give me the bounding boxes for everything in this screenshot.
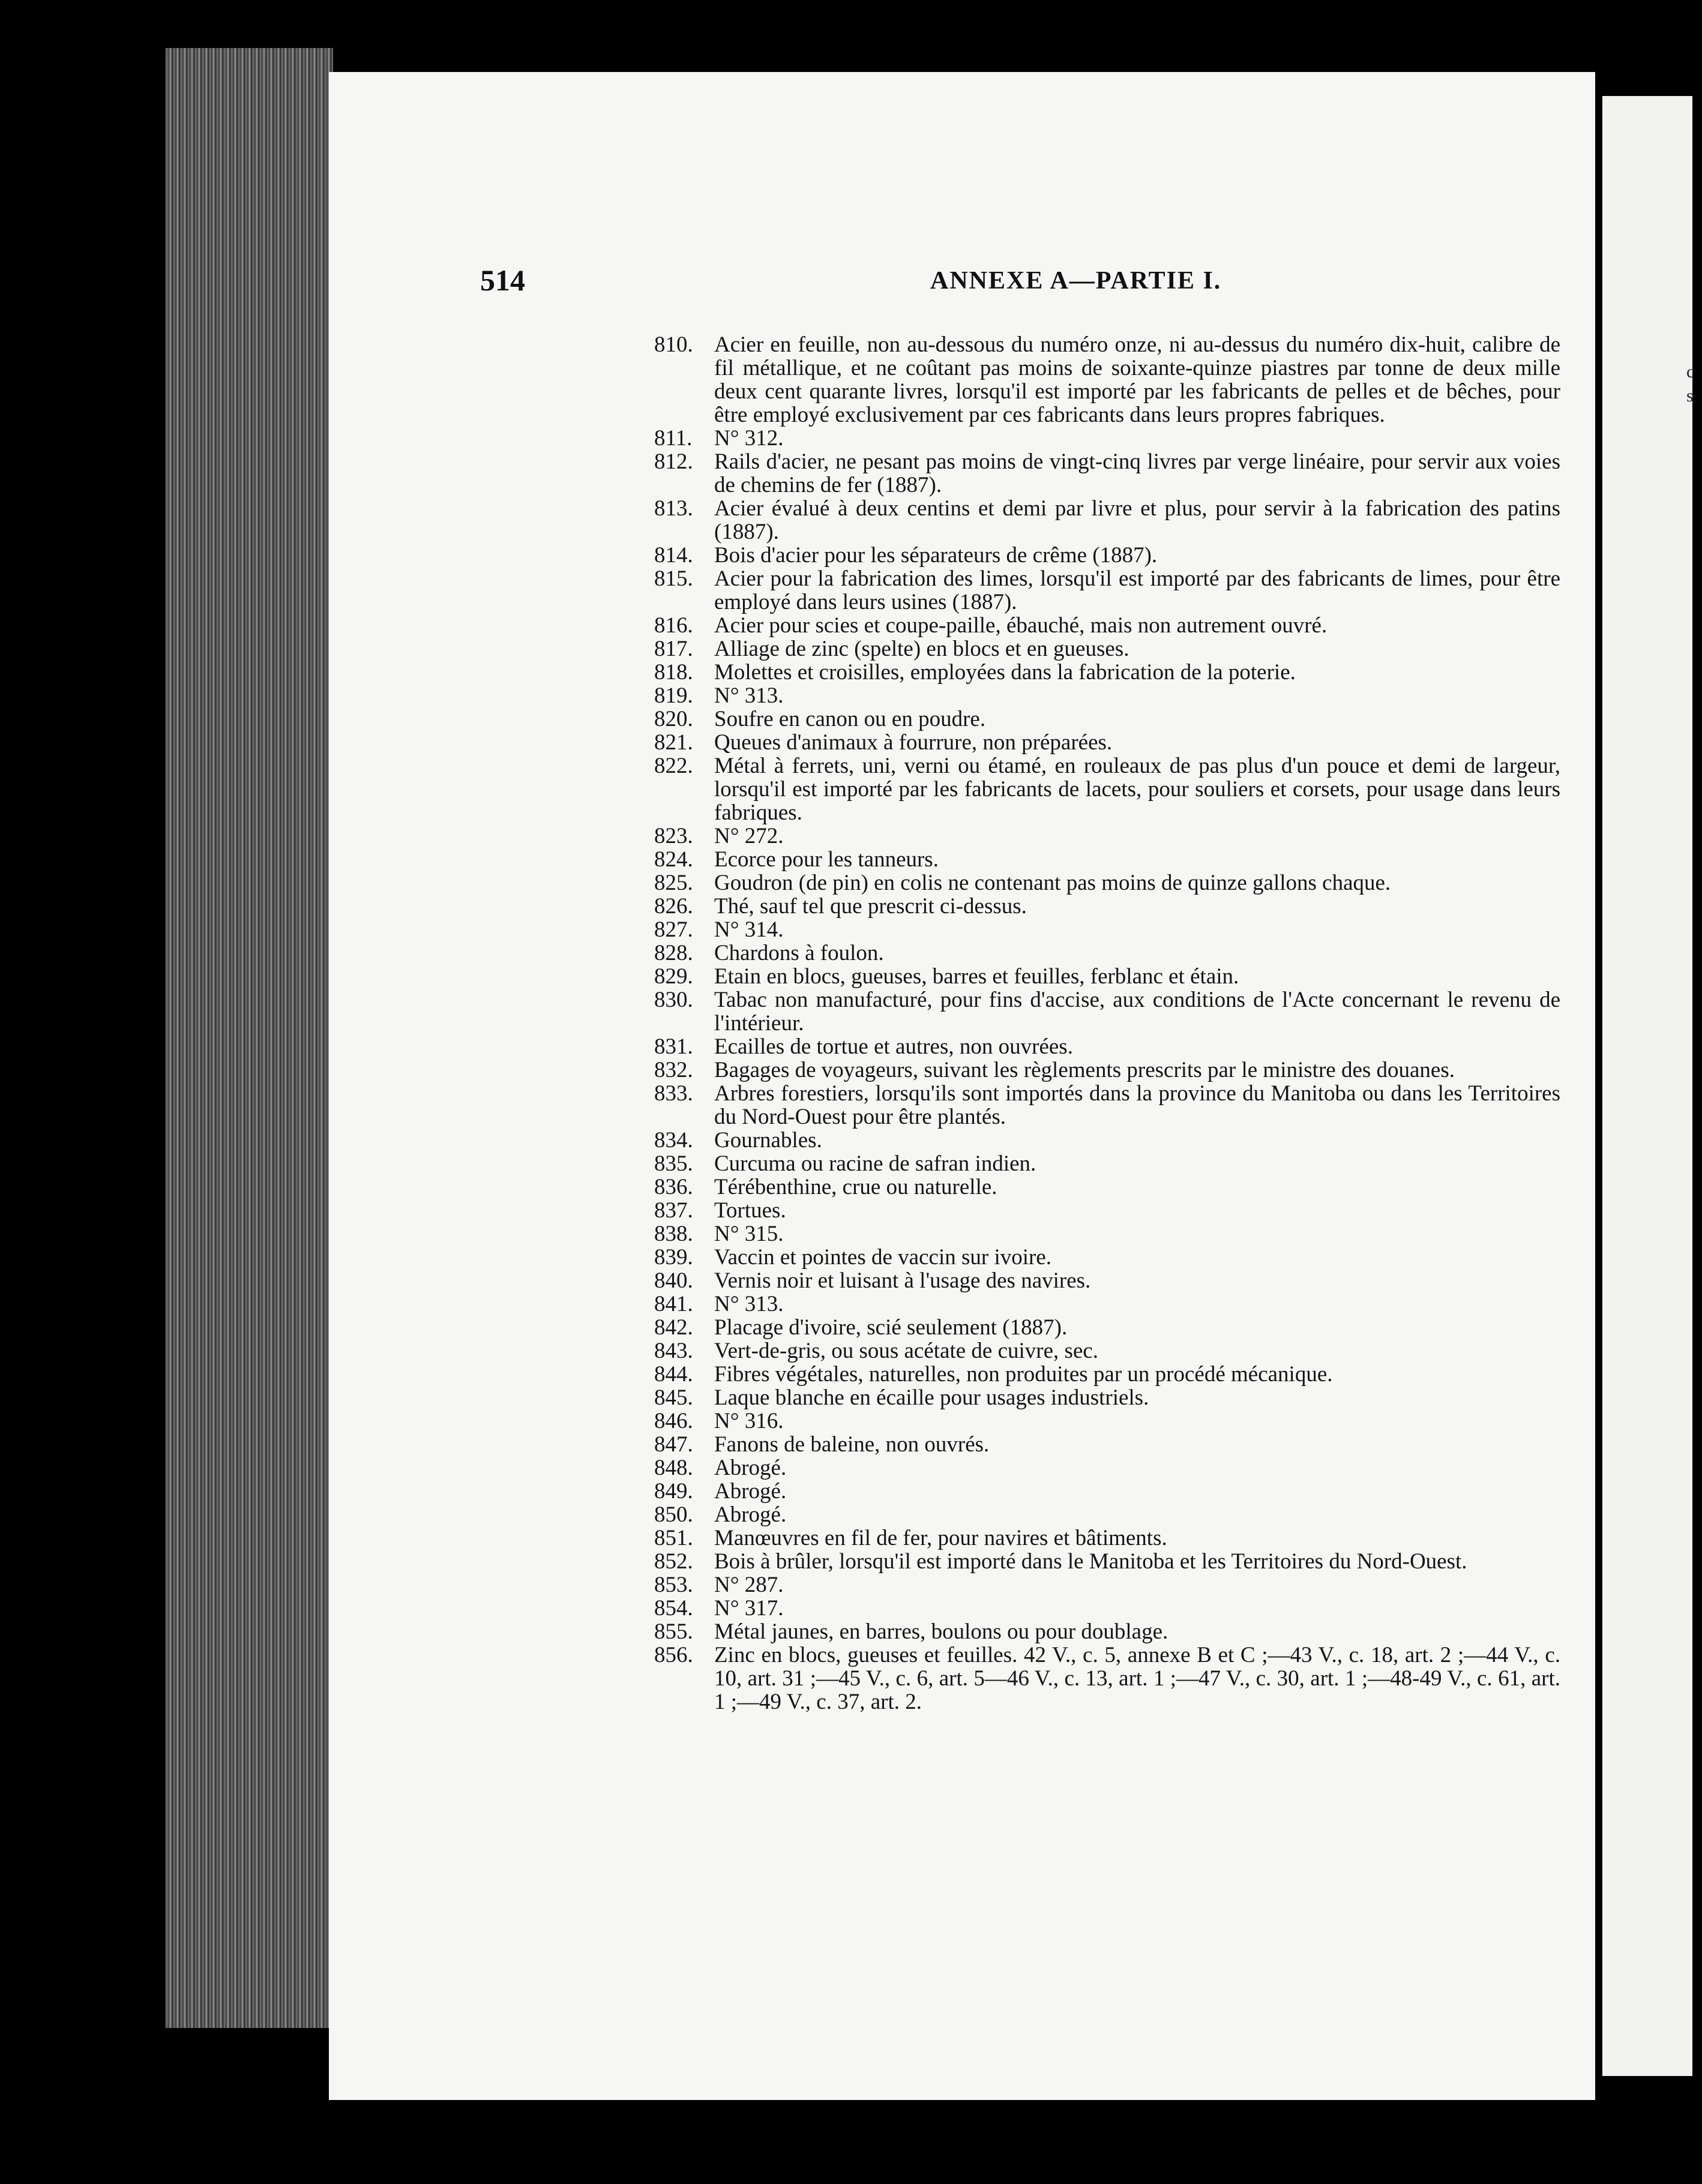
- entry-text: Vaccin et pointes de vaccin sur ivoire.: [714, 1245, 1051, 1270]
- list-item: [654, 333, 1560, 427]
- entry-number: 821.: [654, 730, 693, 755]
- entry-number: 819.: [654, 683, 693, 708]
- list-item: [654, 637, 1560, 661]
- entry-text: Abrogé.: [714, 1456, 787, 1480]
- list-item: [654, 427, 1560, 450]
- entry-number: 823.: [654, 824, 693, 848]
- entry-text: Acier pour scies et coupe-paille, ébauché, mais non autrement ouvré.: [714, 613, 1328, 638]
- running-title: ANNEXE A—PARTIE I.: [930, 267, 1222, 295]
- list-item: [654, 497, 1560, 544]
- list-item: [654, 450, 1560, 497]
- next-page-edge: [1602, 96, 1695, 2076]
- entry-text: Curcuma ou racine de safran indien.: [714, 1151, 1036, 1176]
- entry-number: 840.: [654, 1268, 693, 1293]
- list-item: [654, 824, 1560, 848]
- entry-number: 856.: [654, 1643, 693, 1667]
- entry-text: Manœuvres en fil de fer, pour navires et bâtiments.: [714, 1526, 1167, 1550]
- entry-text: N° 312.: [714, 426, 784, 451]
- entry-text: Chardons à foulon.: [714, 941, 884, 965]
- list-item: [654, 988, 1560, 1035]
- list-item: [654, 1503, 1560, 1526]
- entry-number: 848.: [654, 1456, 693, 1480]
- entry-text: Ecorce pour les tanneurs.: [714, 847, 939, 872]
- entry-text: Métal jaunes, en barres, boulons ou pour doublage.: [714, 1619, 1168, 1644]
- entry-number: 844.: [654, 1362, 693, 1387]
- entry-number: 818.: [654, 660, 693, 685]
- list-item: [654, 1316, 1560, 1339]
- list-item: [654, 941, 1560, 965]
- entry-text: Fibres végétales, naturelles, non produites par un procédé mécanique.: [714, 1362, 1333, 1387]
- list-item: [654, 895, 1560, 918]
- list-item: [654, 1082, 1560, 1129]
- entry-number: 835.: [654, 1151, 693, 1176]
- entry-text: N° 272.: [714, 824, 784, 848]
- entry-text: Etain en blocs, gueuses, barres et feuilles, ferblanc et étain.: [714, 964, 1239, 989]
- list-item: [654, 707, 1560, 731]
- list-item: [654, 544, 1560, 567]
- entry-number: 841.: [654, 1292, 693, 1316]
- entry-text: Zinc en blocs, gueuses et feuilles. 42 V., c. 5, annexe B et C ;—43 V., c. 18, art. 2 ;—44 V., c. 10, art. 31 ;—45 V., c. 6, art. 5—46 V., c. 13, art. 1 ;—47 V., c. 30, art. 1 ;—48-49 V., c. 61, art. 1 ;—49 V., c. 37, art. 2.: [714, 1643, 1560, 1714]
- entry-text: N° 314.: [714, 917, 784, 942]
- entry-text: Térébenthine, crue ou naturelle.: [714, 1175, 997, 1199]
- list-item: [654, 1269, 1560, 1292]
- list-item: [654, 1129, 1560, 1152]
- entry-number: 832.: [654, 1058, 693, 1082]
- list-item: [654, 1222, 1560, 1246]
- list-item: [654, 1035, 1560, 1058]
- entry-text: Molettes et croisilles, employées dans la fabrication de la poterie.: [714, 660, 1296, 685]
- book-page-edges: [165, 48, 333, 2028]
- entry-number: 854.: [654, 1596, 693, 1621]
- entry-text: Tortues.: [714, 1198, 786, 1223]
- list-item: [654, 1643, 1560, 1714]
- list-item: [654, 754, 1560, 824]
- entry-number: 836.: [654, 1175, 693, 1199]
- list-item: [654, 661, 1560, 684]
- entry-number: 816.: [654, 613, 693, 638]
- entry-number: 833.: [654, 1081, 693, 1106]
- entry-number: 824.: [654, 847, 693, 872]
- entry-number: 843.: [654, 1339, 693, 1363]
- entry-number: 830.: [654, 988, 693, 1012]
- entry-number: 850.: [654, 1502, 693, 1527]
- entry-number: 842.: [654, 1315, 693, 1340]
- entry-text: Laque blanche en écaille pour usages industriels.: [714, 1385, 1149, 1410]
- entry-list: [654, 333, 1560, 1714]
- entry-text: Fanons de baleine, non ouvrés.: [714, 1432, 990, 1457]
- entry-number: 810.: [654, 332, 693, 357]
- list-item: [654, 1199, 1560, 1222]
- adjacent-page-fragment: c s: [1686, 362, 1695, 406]
- entry-number: 826.: [654, 894, 693, 919]
- entry-number: 834.: [654, 1128, 693, 1153]
- entry-number: 853.: [654, 1573, 693, 1597]
- entry-number: 825.: [654, 871, 693, 895]
- list-item: [654, 1058, 1560, 1082]
- entry-text: N° 287.: [714, 1573, 784, 1597]
- entry-text: Métal à ferrets, uni, verni ou étamé, en rouleaux de pas plus d'un pouce et demi de largeur, lorsqu'il est importé par les fabricants de lacets, pour souliers et corsets, pour usage dans leurs fabriques.: [714, 754, 1560, 825]
- list-item: [654, 1363, 1560, 1386]
- page-header: [480, 263, 1560, 299]
- list-item: [654, 731, 1560, 754]
- entry-text: Acier pour la fabrication des limes, lorsqu'il est importé par des fabricants de limes, pour être employé dans leurs usines (1887).: [714, 566, 1560, 614]
- entry-text: Abrogé.: [714, 1479, 787, 1504]
- entry-text: Bois à brûler, lorsqu'il est importé dans le Manitoba et les Territoires du Nord-Ouest.: [714, 1549, 1467, 1574]
- list-item: [654, 1620, 1560, 1643]
- entry-text: Rails d'acier, ne pesant pas moins de vingt-cinq livres par verge linéaire, pour servir aux voies de chemins de fer (1887).: [714, 449, 1560, 497]
- list-item: [654, 1480, 1560, 1503]
- list-item: [654, 965, 1560, 988]
- entry-text: Arbres forestiers, lorsqu'ils sont importés dans la province du Manitoba ou dans les Territoires du Nord-Ouest pour être plantés.: [714, 1081, 1560, 1129]
- entry-text: Acier évalué à deux centins et demi par livre et plus, pour servir à la fabrication des patins (1887).: [714, 496, 1560, 544]
- entry-number: 820.: [654, 707, 693, 731]
- entry-text: Acier en feuille, non au-dessous du numéro onze, ni au-dessus du numéro dix-huit, calibre de fil métallique, et ne coûtant pas moins de soixante-quinze piastres par tonne de deux mille deux cent quarante livres, lorsqu'il est importé par les fabricants de pelles et de bêches, pour être employé exclusivement par ces fabricants dans leurs propres fabriques.: [714, 332, 1560, 427]
- entry-number: 838.: [654, 1222, 693, 1246]
- list-item: [654, 848, 1560, 871]
- entry-text: Ecailles de tortue et autres, non ouvrées.: [714, 1034, 1073, 1059]
- entry-text: Tabac non manufacturé, pour fins d'accise, aux conditions de l'Acte concernant le revenu de l'intérieur.: [714, 988, 1560, 1036]
- list-item: [654, 1386, 1560, 1409]
- entry-number: 837.: [654, 1198, 693, 1223]
- entry-number: 845.: [654, 1385, 693, 1410]
- entry-number: 815.: [654, 566, 693, 591]
- entry-text: Placage d'ivoire, scié seulement (1887).: [714, 1315, 1068, 1340]
- list-item: [654, 1597, 1560, 1620]
- entry-number: 814.: [654, 543, 693, 568]
- entry-text: Bois d'acier pour les séparateurs de crême (1887).: [714, 543, 1158, 568]
- entry-text: Soufre en canon ou en poudre.: [714, 707, 986, 731]
- entry-text: N° 316.: [714, 1409, 784, 1433]
- entry-number: 851.: [654, 1526, 693, 1550]
- list-item: [654, 1409, 1560, 1433]
- entry-text: Alliage de zinc (spelte) en blocs et en gueuses.: [714, 637, 1129, 661]
- entry-number: 827.: [654, 917, 693, 942]
- entry-text: Thé, sauf tel que prescrit ci-dessus.: [714, 894, 1027, 919]
- entry-number: 817.: [654, 637, 693, 661]
- entry-number: 831.: [654, 1034, 693, 1059]
- entry-text: Bagages de voyageurs, suivant les règlements prescrits par le ministre des douanes.: [714, 1058, 1455, 1082]
- entry-text: N° 313.: [714, 1292, 784, 1316]
- entry-number: 849.: [654, 1479, 693, 1504]
- entry-number: 839.: [654, 1245, 693, 1270]
- list-item: [654, 614, 1560, 637]
- page-number: 514: [480, 263, 525, 297]
- entry-text: N° 317.: [714, 1596, 784, 1621]
- entry-text: Queues d'animaux à fourrure, non préparées.: [714, 730, 1113, 755]
- entry-text: Goudron (de pin) en colis ne contenant pas moins de quinze gallons chaque.: [714, 871, 1391, 895]
- list-item: [654, 1339, 1560, 1363]
- entry-text: Gournables.: [714, 1128, 822, 1153]
- entry-number: 852.: [654, 1549, 693, 1574]
- list-item: [654, 1433, 1560, 1456]
- entry-number: 828.: [654, 941, 693, 965]
- list-item: [654, 1573, 1560, 1597]
- list-item: [654, 684, 1560, 707]
- entry-text: Abrogé.: [714, 1502, 787, 1527]
- list-item: [654, 1246, 1560, 1269]
- list-item: [654, 567, 1560, 614]
- entry-text: Vert-de-gris, ou sous acétate de cuivre, sec.: [714, 1339, 1099, 1363]
- entry-number: 812.: [654, 449, 693, 474]
- list-item: [654, 1152, 1560, 1175]
- entry-text: N° 315.: [714, 1222, 784, 1246]
- list-item: [654, 1456, 1560, 1480]
- entry-number: 829.: [654, 964, 693, 989]
- entry-number: 855.: [654, 1619, 693, 1644]
- entry-number: 813.: [654, 496, 693, 521]
- list-item: [654, 871, 1560, 895]
- list-item: [654, 1175, 1560, 1199]
- list-item: [654, 1526, 1560, 1550]
- entry-text: Vernis noir et luisant à l'usage des navires.: [714, 1268, 1091, 1293]
- entry-number: 811.: [654, 426, 693, 451]
- list-item: [654, 918, 1560, 941]
- entry-text: N° 313.: [714, 683, 784, 708]
- entry-number: 847.: [654, 1432, 693, 1457]
- entry-number: 822.: [654, 754, 693, 778]
- list-item: [654, 1292, 1560, 1316]
- list-item: [654, 1550, 1560, 1573]
- entry-number: 846.: [654, 1409, 693, 1433]
